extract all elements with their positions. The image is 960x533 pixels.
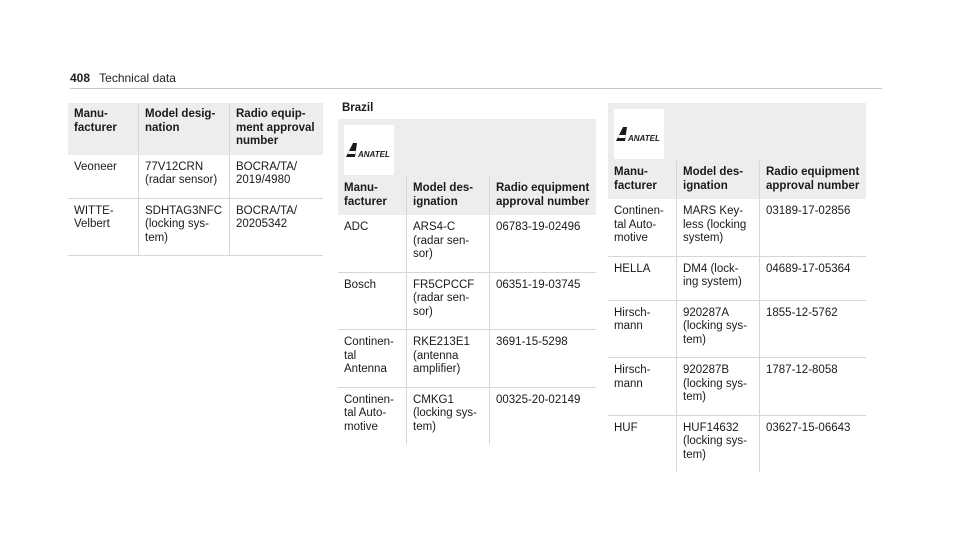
- table-cell: RKE213E1 (antenna amplifier): [407, 330, 490, 388]
- approval-table-1: [68, 103, 323, 256]
- table-cell: 1787-12-8058: [760, 358, 867, 416]
- column-header: Radio equip- ment approval number: [230, 103, 324, 155]
- column-header: Manu- facturer: [68, 103, 139, 155]
- table-cell: CMKG1 (locking sys- tem): [407, 387, 490, 444]
- table-cell: MARS Key- less (locking system): [677, 199, 760, 256]
- table-cell: Continen- tal Antenna: [338, 330, 407, 388]
- table-cell: HUF: [614, 421, 638, 434]
- table-cell: 04689-17-05364: [760, 256, 867, 300]
- table-row: [608, 415, 866, 472]
- table-cell: ADC: [338, 215, 407, 272]
- table-cell: Continen- tal Auto- motive: [344, 393, 394, 433]
- page-number: 408: [70, 71, 91, 85]
- table-row: [608, 300, 866, 358]
- column-header: Model des- ignation: [407, 177, 490, 215]
- section-title-brazil: Brazil: [342, 102, 374, 114]
- table-cell: Continen- tal Auto- motive: [608, 199, 677, 256]
- table-cell: 3691-15-5298: [490, 330, 597, 388]
- table-cell: 06783-19-02496: [490, 215, 597, 272]
- column-header: Radio equipment approval number: [760, 161, 867, 199]
- table-cell: HELLA: [608, 256, 677, 300]
- column-header: Radio equipment approval number: [490, 177, 597, 215]
- table-cell: SDHTAG3NFC (locking sys- tem): [139, 198, 230, 256]
- table-row: [338, 387, 596, 444]
- table-cell: Veoneer: [68, 155, 139, 199]
- table-row: [608, 199, 866, 256]
- table-cell: DM4 (lock- ing system): [677, 256, 760, 300]
- table-row: [338, 215, 596, 272]
- logo-cell: [338, 119, 596, 177]
- column-header: Manu- facturer: [608, 161, 677, 199]
- table-cell: 1855-12-5762: [760, 300, 867, 358]
- header-divider: [70, 88, 882, 89]
- table-cell: BOCRA/TA/ 2019/4980: [230, 155, 324, 199]
- table-row: [608, 358, 866, 416]
- table-cell: Hirsch- mann: [608, 300, 677, 358]
- table-cell: BOCRA/TA/ 20205342: [230, 198, 324, 256]
- page-title: Technical data: [99, 71, 176, 85]
- approval-table-brazil: [338, 119, 596, 444]
- table-cell: FR5CPCCF (radar sen- sor): [407, 272, 490, 330]
- page-header: [70, 71, 176, 85]
- table-cell: 06351-19-03745: [490, 272, 597, 330]
- svg-text:ANATEL: ANATEL: [628, 134, 660, 143]
- table-cell: ARS4-C (radar sen- sor): [407, 215, 490, 272]
- table-cell: HUF14632 (locking sys- tem): [677, 415, 760, 472]
- anatel-logo-icon: [344, 125, 394, 175]
- table-cell: 00325-20-02149: [490, 387, 597, 444]
- table-row: [608, 256, 866, 300]
- table-cell: Hirsch- mann: [608, 358, 677, 416]
- column-header: Model des- ignation: [677, 161, 760, 199]
- table-row: [338, 330, 596, 388]
- table-cell: 03189-17-02856: [760, 199, 867, 256]
- table-row: [68, 155, 323, 199]
- anatel-logo-icon: [614, 109, 664, 159]
- table-cell: 03627-15-06643: [760, 415, 867, 472]
- table-cell: Bosch: [338, 272, 407, 330]
- table-cell: 920287B (locking sys- tem): [677, 358, 760, 416]
- column-header: Manu- facturer: [338, 177, 407, 215]
- approval-table-brazil-continued: [608, 103, 866, 472]
- svg-text:ANATEL: ANATEL: [358, 150, 390, 159]
- column-header: Model desig- nation: [139, 103, 230, 155]
- table-cell: 920287A (locking sys- tem): [677, 300, 760, 358]
- table-row: [68, 198, 323, 256]
- table-cell: WITTE- Velbert: [68, 198, 139, 256]
- table-row: [338, 272, 596, 330]
- table-cell: 77V12CRN (radar sensor): [139, 155, 230, 199]
- logo-cell: [608, 103, 866, 161]
